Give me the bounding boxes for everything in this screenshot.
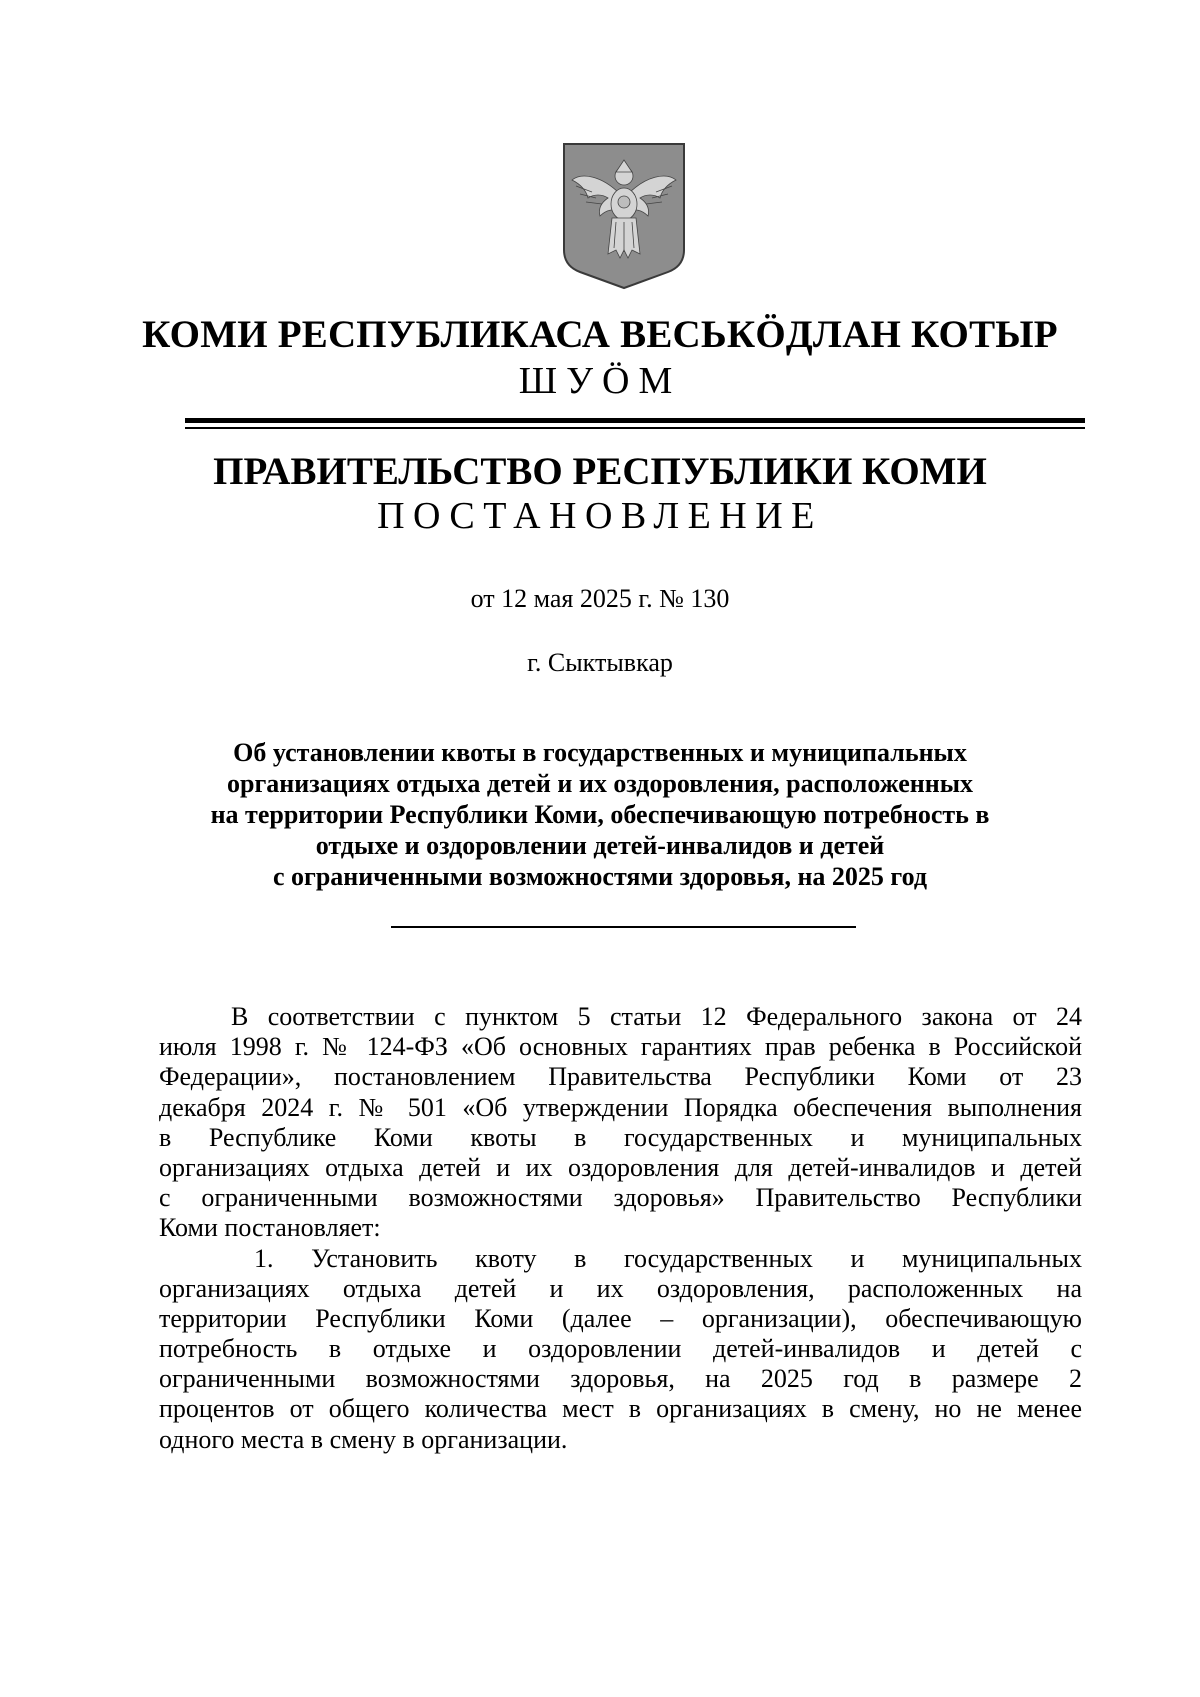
header-divider-thin (185, 427, 1085, 429)
decree-city: г. Сыктывкар (527, 648, 673, 677)
item-1-paragraph (159, 1244, 1082, 1455)
body-line: одного места в смену в организации. (159, 1424, 568, 1454)
decree-body (159, 1002, 1082, 1455)
body-line: потребность в отдыхе и оздоровлении детей-инвалидов и детей с (159, 1334, 1082, 1364)
body-line: декабря 2024 г. № 501 «Об утверждении Порядка обеспечения выполнения (159, 1092, 1082, 1122)
body-line: территории Республики Коми (далее – организации), обеспечивающую (159, 1303, 1082, 1333)
body-line: ограниченными возможностями здоровья, на 2025 год в размере 2 (159, 1364, 1082, 1394)
body-line: 1. Установить квоту в государственных и муниципальных (254, 1243, 1082, 1273)
decree-label: ПОСТАНОВЛЕНИЕ (377, 495, 823, 537)
header-divider-thick (185, 418, 1085, 423)
decree-title (150, 737, 1050, 892)
body-line: организациях отдыха детей и их оздоровления, расположенных на (159, 1273, 1082, 1303)
body-line: в Республике Коми квоты в государственных и муниципальных (159, 1122, 1082, 1152)
title-underline (391, 926, 856, 928)
komi-government-title: КОМИ РЕСПУБЛИКАСА ВЕСЬКӦДЛАН КОТЫР (142, 313, 1058, 356)
government-title: ПРАВИТЕЛЬСТВО РЕСПУБЛИКИ КОМИ (213, 450, 987, 493)
decree-title-line: на территории Республики Коми, обеспечивающую потребность в (210, 800, 990, 829)
body-line: июля 1998 г. № 124-ФЗ «Об основных гарантиях прав ребенка в Российской (159, 1032, 1082, 1062)
decree-date-number: от 12 мая 2025 г. № 130 (470, 584, 730, 613)
komi-decree-label: ШУӦМ (518, 360, 682, 402)
body-line: организациях отдыха детей и их оздоровления для детей-инвалидов и детей (159, 1152, 1082, 1182)
preamble-paragraph (159, 1002, 1082, 1244)
decree-title-line: организациях отдыха детей и их оздоровления, расположенных (226, 769, 974, 798)
body-line: Федерации», постановлением Правительства Республики Коми от 23 (159, 1062, 1082, 1092)
body-line: с ограниченными возможностями здоровья» Правительство Республики (159, 1183, 1082, 1213)
decree-title-line: Об установлении квоты в государственных и муниципальных (233, 738, 967, 767)
decree-title-line: отдыхе и оздоровлении детей-инвалидов и детей (315, 831, 885, 860)
body-line: В соответствии с пунктом 5 статьи 12 Федерального закона от 24 (231, 1002, 1082, 1031)
komi-coat-of-arms-emblem (562, 142, 686, 290)
body-line: процентов от общего количества мест в организациях в смену, но не менее (159, 1394, 1082, 1424)
body-line: Коми постановляет: (159, 1213, 381, 1243)
decree-title-line: с ограниченными возможностями здоровья, на 2025 год (273, 862, 927, 891)
